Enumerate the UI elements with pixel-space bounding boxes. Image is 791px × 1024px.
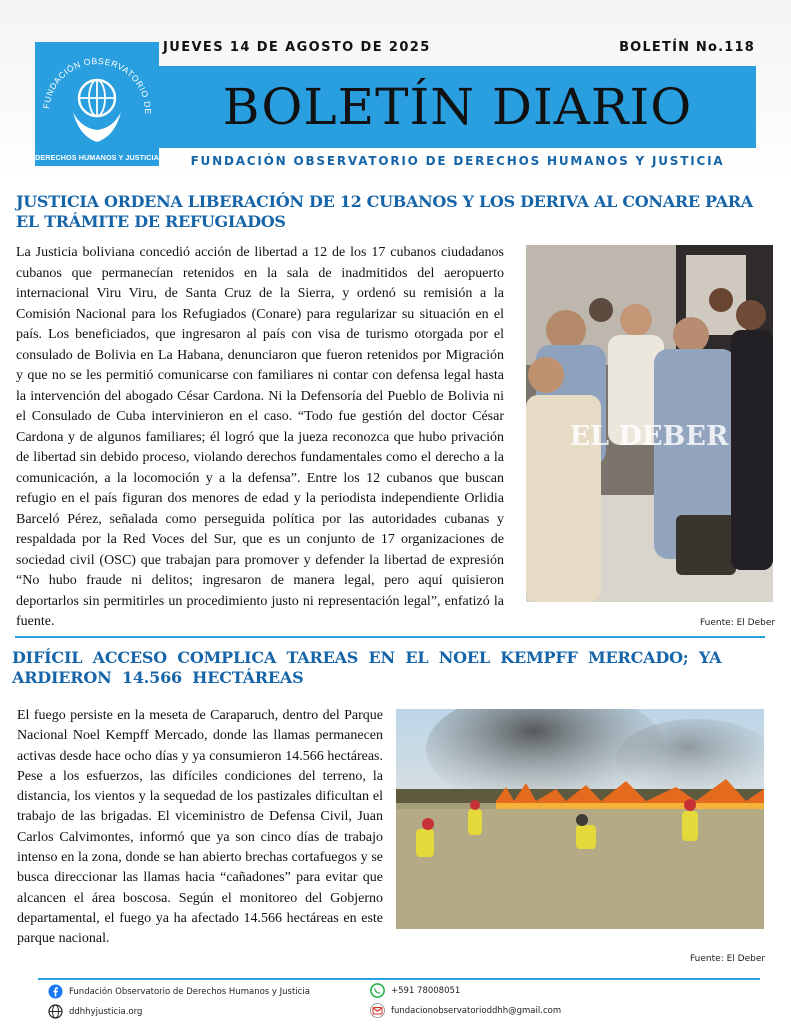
- section-divider: [15, 636, 765, 638]
- photo-watermark: EL DEBER: [569, 421, 729, 452]
- bulletin-number: BOLETÍN No.118: [619, 40, 755, 55]
- title-bar: [159, 66, 756, 148]
- whatsapp-icon: [370, 983, 385, 998]
- article-1-source: Fuente: El Deber: [700, 618, 776, 628]
- article-1-body: La Justicia boliviana concedió acción de libertad a 12 de los 17 cubanos ciudadanos cubanos que permanecían retenidos en la sala de inadmitidos del aeropuerto internacional Viru Viru, de Santa Cruz de la Sierra, y ordenó su remisión a la Comisión Nacional para los Refugiados (Conare) para regularizar su situación en el país. Los beneficiados, que ingresaron al país con visa de turismo otorgada por el consulado de Bolivia en La Habana, denunciaron que fueron retenidos por Migración y que no se les permitió comunicarse con familiares ni contar con defensa legal hasta la intervención del abogado César Cardona. Ni la Defensoría del Pueblo de Bolivia ni el Consulado de Cuba intervinieron en el caso. “Todo fue gestión del doctor César Cardona y de algunos familiares; él logró que la jueza reconozca que hubo privación de libertad sin debido proceso, violando derechos fundamentales como el derecho a la comunicación, a la locomoción y a la defensa”. Entre los 12 cubanos que buscan refugio en el país figuran dos menores de edad y la periodista independiente Orlidia Barceló Pérez, señalada como perseguida política por las autoridades cubanas y respaldada por la Red Voces del Sur, que es un conjunto de 17 organizaciones de sociedad civil (OSC) que trabajan para promover y defender la libertad de expresión “No hubo fraude ni delitos; ingresaron de manera legal, pero aquí quisieron deportarlos sin permitirles un procedimiento justo ni representación legal”, enfatizó la fuente.: [16, 245, 504, 629]
- article-2-source: Fuente: El Deber: [690, 954, 766, 964]
- organization-subtitle: FUNDACIÓN OBSERVATORIO DE DERECHOS HUMANOS Y JUSTICIA: [190, 154, 725, 168]
- facebook-label: Fundación Observatorio de Derechos Humanos y Justicia: [69, 986, 310, 997]
- organization-logo: [35, 42, 159, 166]
- logo-caption: DERECHOS HUMANOS Y JUSTICIA: [35, 153, 159, 162]
- footer-divider: [38, 978, 760, 980]
- footer-email[interactable]: [370, 1003, 561, 1018]
- page-title: BOLETÍN DIARIO: [222, 78, 693, 136]
- logo-arc-text: FUNDACIÓN OBSERVATORIO DE: [41, 55, 154, 115]
- footer-website[interactable]: [48, 1004, 142, 1019]
- footer-whatsapp[interactable]: [370, 983, 460, 998]
- globe-icon: [48, 1004, 63, 1019]
- whatsapp-label: +591 78008051: [391, 985, 461, 996]
- gmail-icon: [370, 1003, 385, 1018]
- website-label: ddhhyjusticia.org: [69, 1006, 143, 1017]
- footer-facebook[interactable]: [48, 984, 310, 999]
- email-label: fundacionobservatorioddhh@gmail.com: [391, 1005, 562, 1016]
- article-2-headline: DIFÍCIL ACCESO COMPLICA TAREAS EN EL NOEL KEMPFF MERCADO; YA ARDIERON 14.566 HECTÁREAS: [12, 648, 722, 687]
- article-2-photo: [396, 709, 764, 929]
- globe-hands-logo: [35, 42, 159, 166]
- article-1-photo: [526, 245, 773, 602]
- article-1-headline: JUSTICIA ORDENA LIBERACIÓN DE 12 CUBANOS Y LOS DERIVA AL CONARE PARA EL TRÁMITE DE REFUGIADOS: [16, 192, 753, 231]
- issue-date: JUEVES 14 DE AGOSTO DE 2025: [163, 40, 431, 55]
- facebook-icon: [48, 984, 63, 999]
- article-2-body: El fuego persiste en la meseta de Caraparuch, dentro del Parque Nacional Noel Kempff Mercado, donde las llamas permanecen activas desde hace ocho días y ya consumieron 14.566 hectáreas. Pese a los esfuerzos, las difíciles condiciones del terreno, la distancia, los vientos y la sequedad de los pastizales dificultan el trabajo de las brigadas. El viceministro de Defensa Civil, Juan Carlos Calvimontes, informó que ya son cinco días de trabajo intenso en la zona, donde se han abierto brechas cortafuegos y se busca direccionar las llamas hacia “cañadones” para evitar que alcancen el área boscosa. Según el monitoreo del Gobjerno departamental, el fuego ya ha afectado 14.566 hectáreas en este parque nacional.: [17, 708, 383, 947]
